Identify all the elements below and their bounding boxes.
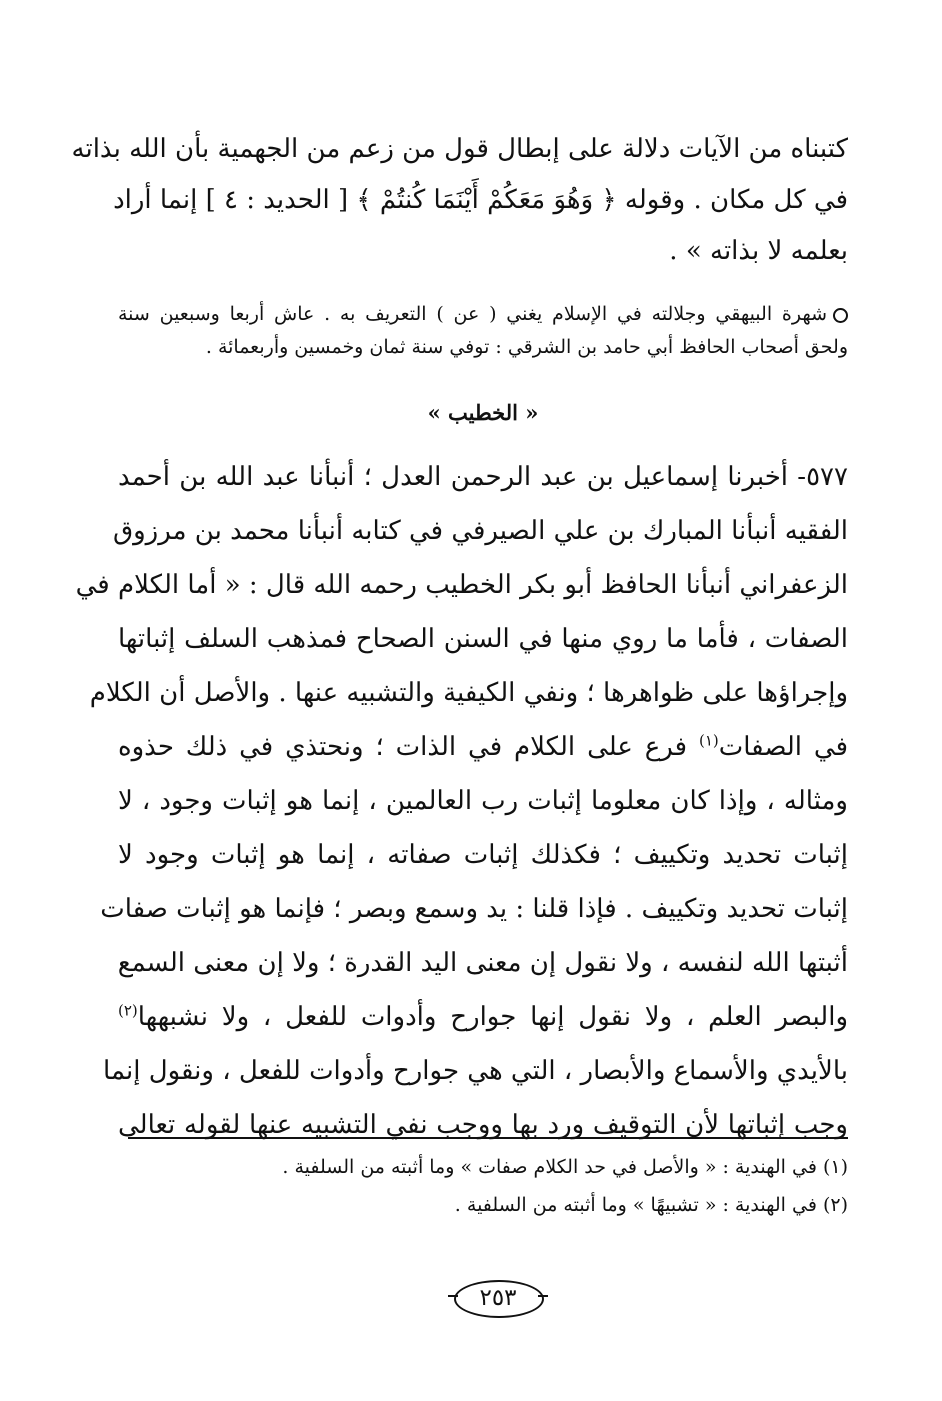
note-line bbox=[118, 298, 848, 331]
text-line: أثبتها الله لنفسه ، ولا نقول إن معنى اليد القدرة ؛ ولا إن معنى السمع bbox=[117, 948, 848, 978]
footnote-separator bbox=[128, 1137, 848, 1139]
text-line: إثبات تحديد وتكييف . فإذا قلنا : يد وسمع وبصر ؛ فإنما هو إثبات صفات bbox=[100, 894, 848, 924]
book-page bbox=[71, 118, 849, 1318]
footnotes bbox=[118, 1148, 848, 1224]
text-line: ٥٧٧- أخبرنا إسماعيل بن عبد الرحمن العدل ؛ أنبأنا عبد الله بن أحمد bbox=[118, 462, 848, 492]
text-segment: في الصفات bbox=[718, 732, 849, 762]
section-heading: « الخطيب » bbox=[427, 400, 539, 425]
text-line: الزعفراني أنبأنا الحافظ أبو بكر الخطيب رحمه الله قال : « أما الكلام في bbox=[75, 570, 848, 600]
footnote-ref-2[interactable]: (٢) bbox=[118, 1001, 138, 1020]
text-line-with-quran-verse: في كل مكان . وقوله ﴿ وَهُوَ مَعَكُمْ أَيْنَمَا كُنتُمْ ﴾ [ الحديد : ٤ ] إنما أراد bbox=[113, 185, 848, 215]
text-line: وإجراؤها على ظواهرها ؛ ونفي الكيفية والتشبيه عنها . والأصل أن الكلام bbox=[89, 678, 848, 708]
main-paragraph bbox=[75, 450, 849, 1152]
text-segment: فرع على الكلام في الذات ؛ ونحتذي في ذلك حذوه bbox=[118, 732, 688, 762]
page-number: ٢٥٣ bbox=[479, 1285, 517, 1311]
footnote-ref-1[interactable]: (١) bbox=[698, 731, 719, 750]
text-line: الفقيه أنبأنا المبارك بن علي الصيرفي في كتابه أنبأنا محمد بن مرزوق bbox=[112, 516, 848, 546]
text-line: بالأيدي والأسماع والأبصار ، التي هي جوارح وأدوات للفعل ، ونقول إنما bbox=[103, 1056, 848, 1086]
continued-paragraph bbox=[71, 124, 848, 277]
text-line: الصفات ، فأما ما روي منها في السنن الصحاح فمذهب السلف إثباتها bbox=[118, 624, 848, 654]
text-line-with-footnote bbox=[118, 720, 848, 774]
text-line: بعلمه لا بذاته » . bbox=[669, 236, 848, 266]
circle-marker-icon bbox=[833, 308, 848, 323]
biographical-note bbox=[118, 298, 848, 364]
note-line-text: شهرة البيهقي وجلالته في الإسلام يغني ( عن ) التعريف به . عاش أربعا وسبعين سنة bbox=[118, 303, 827, 325]
page-number-badge bbox=[448, 1276, 548, 1320]
text-line: كتبناه من الآيات دلالة على إبطال قول من زعم من الجهمية بأن الله بذاته bbox=[71, 134, 848, 164]
note-line: ولحق أصحاب الحافظ أبي حامد بن الشرقي : توفي سنة ثمان وخمسين وأربعمائة . bbox=[205, 336, 848, 358]
text-line: ومثاله ، وإذا كان معلوما إثبات رب العالمين ، إنما هو إثبات وجود ، لا bbox=[118, 786, 848, 816]
text-line: وجب إثباتها لأن التوقيف ورد بها ووجب نفي التشبيه عنها لقوله تعالى bbox=[118, 1110, 848, 1140]
footnote-2: (٢) في الهندية : « تشبيهًا » وما أثبته من السلفية . bbox=[454, 1194, 848, 1216]
footnote-1: (١) في الهندية : « والأصل في حد الكلام صفات » وما أثبته من السلفية . bbox=[282, 1156, 848, 1178]
text-line: إثبات تحديد وتكييف ؛ فكذلك إثبات صفاته ، إنما هو إثبات وجود لا bbox=[118, 840, 848, 870]
text-line-with-footnote bbox=[118, 990, 848, 1044]
text-segment: والبصر العلم ، ولا نقول إنها جوارح وأدوات للفعل ، ولا نشبهها bbox=[137, 1002, 848, 1032]
